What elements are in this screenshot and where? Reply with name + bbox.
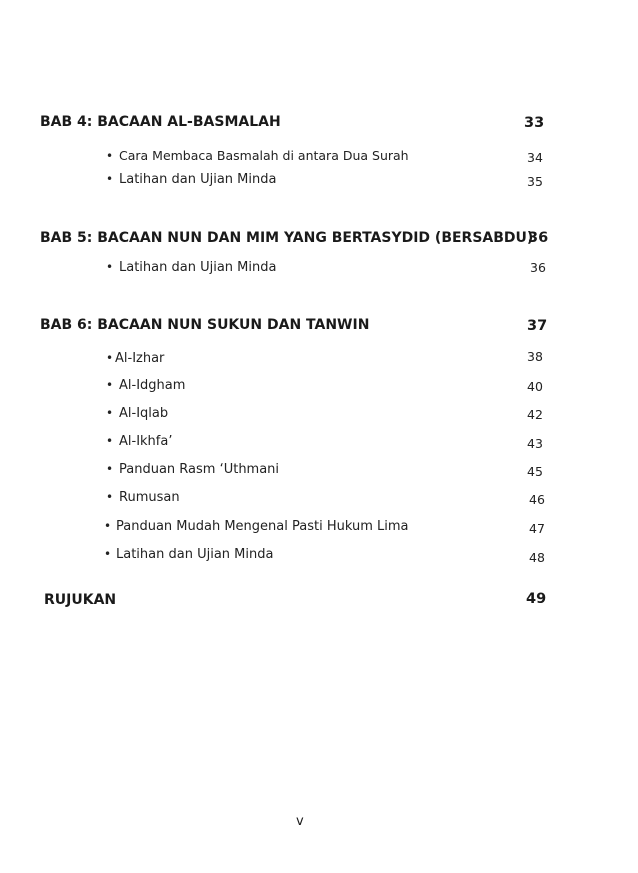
item-label: Al-Izhar (115, 351, 165, 366)
list-item (106, 462, 279, 477)
bullet-icon: • (104, 547, 112, 561)
bullet-icon: • (106, 378, 114, 392)
list-item (106, 172, 276, 187)
chapter-page-rujukan: 49 (526, 591, 547, 607)
bullet-icon: • (106, 434, 114, 448)
chapter-title-bab5: BAB 5: BACAAN NUN DAN MIM YANG BERTASYDID (BERSABDU) (40, 230, 534, 246)
chapter-page-bab4: 33 (524, 115, 545, 131)
page-number: v (296, 814, 304, 829)
item-page: 35 (527, 174, 543, 189)
item-label: Al-Ikhfa’ (119, 434, 173, 449)
list-item (106, 378, 185, 393)
list-item (106, 434, 172, 449)
item-label: Panduan Rasm ‘Uthmani (119, 462, 280, 477)
item-page: 46 (529, 492, 545, 507)
list-item (106, 148, 409, 164)
item-label: Latihan dan Ujian Minda (116, 547, 274, 562)
bullet-icon: • (106, 172, 114, 186)
bullet-icon: • (106, 351, 114, 365)
item-label: Latihan dan Ujian Minda (119, 172, 277, 187)
bullet-icon: • (106, 490, 114, 504)
bullet-icon: • (104, 519, 112, 533)
item-page: 36 (530, 260, 546, 275)
bullet-icon: • (106, 406, 114, 420)
list-item (104, 519, 409, 534)
item-label: Panduan Mudah Mengenal Pasti Hukum Lima (116, 519, 409, 534)
bullet-icon: • (106, 260, 114, 274)
item-page: 45 (527, 464, 543, 479)
item-page: 40 (527, 379, 543, 394)
list-item (106, 351, 164, 366)
bullet-icon: • (106, 149, 114, 163)
item-label: Cara Membaca Basmalah di antara Dua Surah (119, 148, 409, 163)
bullet-icon: • (106, 462, 114, 476)
list-item (106, 406, 168, 421)
chapter-page-bab6: 37 (527, 318, 548, 334)
item-page: 43 (527, 436, 543, 451)
chapter-title-rujukan: RUJUKAN (44, 592, 117, 608)
item-page: 34 (527, 150, 543, 165)
item-label: Rumusan (119, 490, 180, 505)
list-item (106, 490, 180, 505)
chapter-title-bab6: BAB 6: BACAAN NUN SUKUN DAN TANWIN (40, 317, 370, 333)
chapter-page-bab5: 36 (528, 230, 549, 246)
item-page: 38 (527, 349, 543, 364)
list-item (106, 260, 276, 275)
list-item (104, 547, 273, 562)
item-label: Al-Idgham (119, 378, 186, 393)
item-page: 48 (529, 550, 545, 565)
item-label: Al-Iqlab (119, 406, 169, 421)
item-page: 42 (527, 407, 543, 422)
item-label: Latihan dan Ujian Minda (119, 260, 277, 275)
item-page: 47 (529, 521, 545, 536)
chapter-title-bab4: BAB 4: BACAAN AL-BASMALAH (40, 114, 281, 130)
